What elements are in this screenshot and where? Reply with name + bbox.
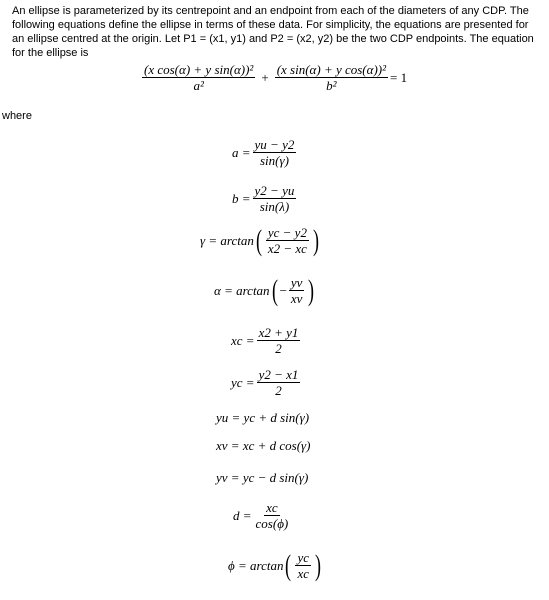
equation-a-fraction xyxy=(253,137,297,168)
equation-yu: yu = yc + d sin(γ) xyxy=(216,410,310,425)
equation-gamma-fraction xyxy=(266,225,309,256)
equation-a xyxy=(232,137,298,168)
equation-phi-lhs: ϕ = arctan xyxy=(228,557,284,573)
equation-b-denominator: sin(λ) xyxy=(259,199,290,214)
equation-gamma-lhs: γ = arctan xyxy=(200,232,254,248)
ellipse-equation xyxy=(140,62,407,93)
right-paren: ) xyxy=(312,223,319,257)
ellipse-term-1-denominator: a² xyxy=(193,78,204,93)
left-paren: ( xyxy=(271,273,278,307)
equation-a-numerator: yu − y2 xyxy=(254,137,295,152)
plus-sign: + xyxy=(261,69,269,85)
equation-d xyxy=(233,500,292,531)
ellipse-term-2 xyxy=(275,62,388,93)
equation-alpha-fraction xyxy=(289,275,305,306)
equation-a-lhs: a = xyxy=(232,144,251,160)
equation-phi xyxy=(228,550,323,581)
equation-yc-denominator: 2 xyxy=(275,383,282,398)
equation-alpha xyxy=(214,275,316,306)
equation-phi-fraction xyxy=(295,550,311,581)
equation-xv: xv = xc + d cos(γ) xyxy=(216,438,311,453)
equation-alpha-numerator: yv xyxy=(290,275,303,290)
ellipse-term-2-denominator: b² xyxy=(326,78,337,93)
equals-one: = 1 xyxy=(390,69,408,85)
left-paren: ( xyxy=(285,548,292,582)
right-paren: ) xyxy=(308,273,315,307)
equation-phi-numerator: yc xyxy=(297,550,310,565)
left-paren: ( xyxy=(255,223,262,257)
equation-b-numerator: y2 − yu xyxy=(254,183,295,198)
equation-phi-denominator: xc xyxy=(297,566,310,581)
equation-xc-numerator: x2 + y1 xyxy=(258,325,299,340)
equation-d-fraction xyxy=(254,500,291,531)
ellipse-term-2-numerator: (x sin(α) + y cos(α))² xyxy=(276,62,387,77)
equation-alpha-sign: − xyxy=(279,282,287,298)
equation-gamma xyxy=(200,225,321,256)
equation-yc-numerator: y2 − x1 xyxy=(258,367,299,382)
equation-b xyxy=(232,183,298,214)
equation-alpha-denominator: xv xyxy=(290,291,303,306)
right-paren: ) xyxy=(315,548,322,582)
where-label: where xyxy=(2,110,32,122)
equation-yc-fraction xyxy=(257,367,301,398)
ellipse-term-1 xyxy=(142,62,255,93)
equation-b-fraction xyxy=(253,183,297,214)
equation-d-denominator: cos(ϕ) xyxy=(255,516,289,531)
equation-a-denominator: sin(γ) xyxy=(259,153,289,168)
equation-d-numerator: xc xyxy=(266,500,278,515)
equation-alpha-lhs: α = arctan xyxy=(214,282,270,298)
equation-yc xyxy=(231,367,302,398)
equation-gamma-denominator: x2 − xc xyxy=(267,241,307,256)
equation-xc-lhs: xc = xyxy=(231,332,255,348)
equation-b-lhs: b = xyxy=(232,190,251,206)
ellipse-term-1-numerator: (x cos(α) + y sin(α))² xyxy=(144,62,254,77)
equation-yc-lhs: yc = xyxy=(231,374,255,390)
equation-xc-denominator: 2 xyxy=(275,341,282,356)
equation-d-lhs: d = xyxy=(233,507,252,523)
equation-xc-fraction xyxy=(257,325,301,356)
equation-gamma-numerator: yc − y2 xyxy=(267,225,307,240)
intro-paragraph: An ellipse is parameterized by its centrepoint and an endpoint from each of the diameters of any CDP. The following equations define the ellipse in terms of these data. For simplicity, the equations are presented for an ellipse centred at the origin. Let P1 = (x1, y1) and P2 = (x2, y2) be the two CDP endpoints. The equation for the ellipse is xyxy=(12,5,534,59)
equation-yv: yv = yc − d sin(γ) xyxy=(216,470,309,485)
equation-xc xyxy=(231,325,302,356)
